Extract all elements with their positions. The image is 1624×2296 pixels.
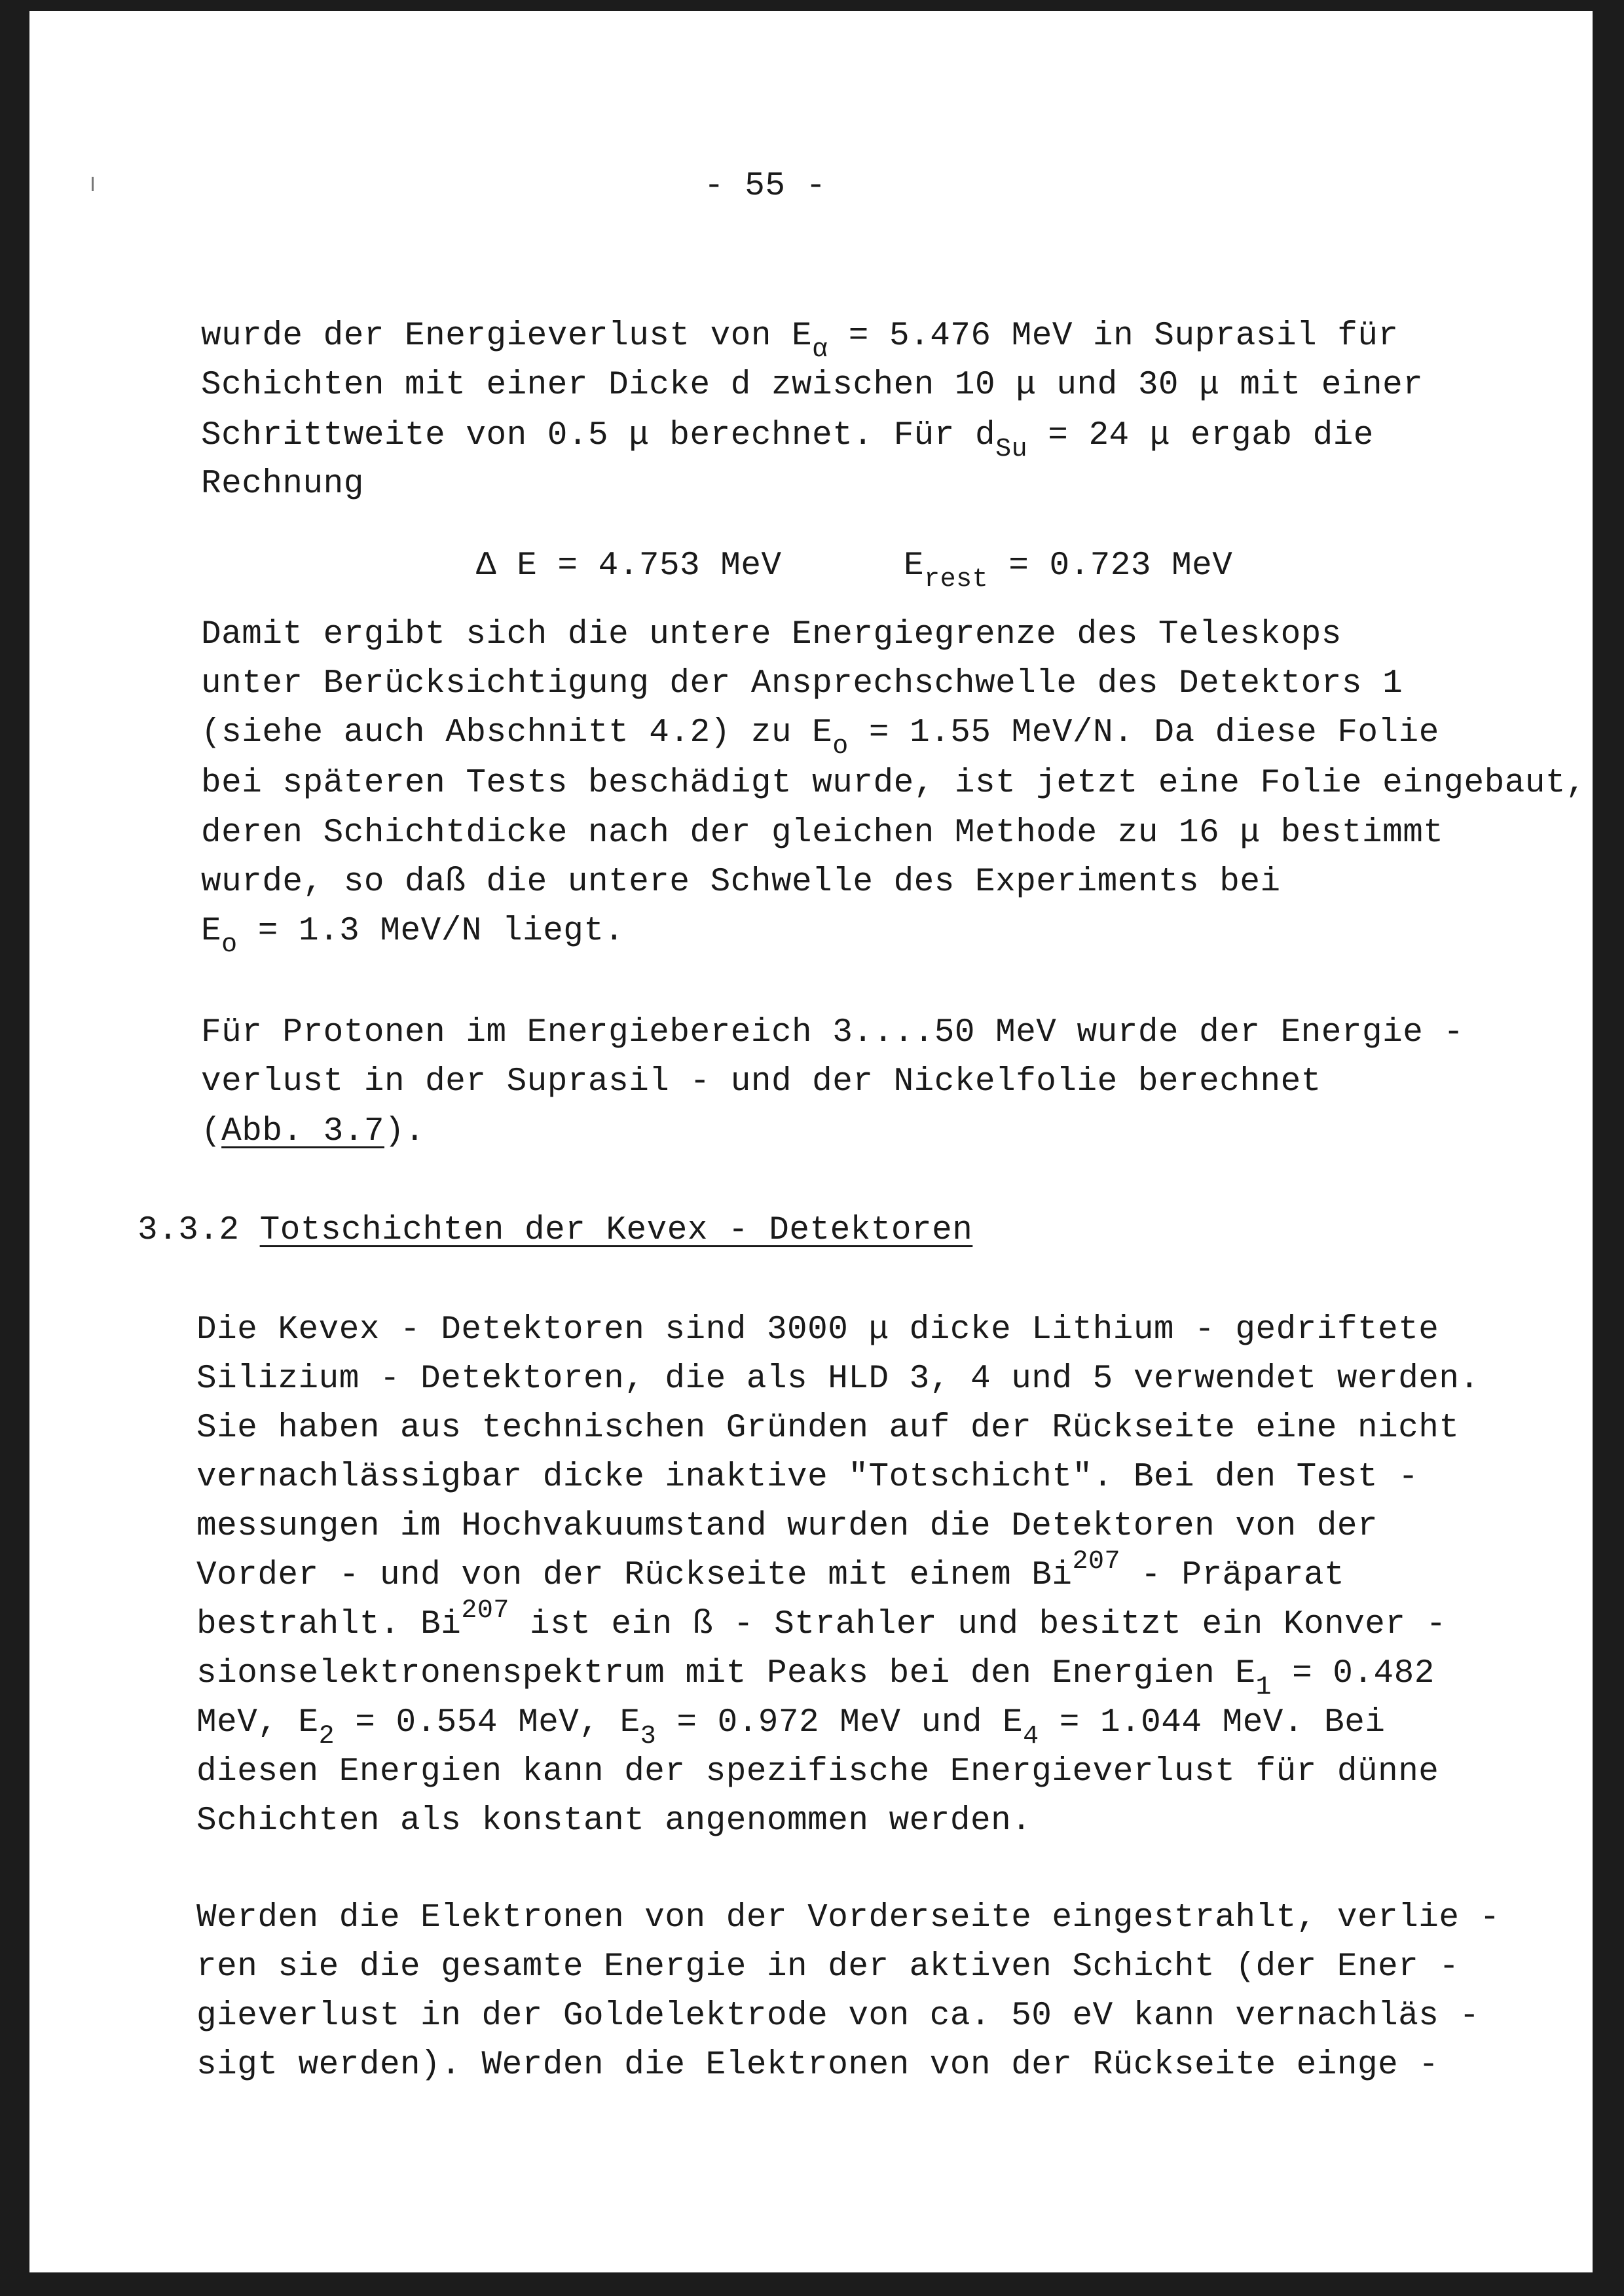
paragraph-5-line-4: sigt werden). Werden die Elektronen von der Rückseite einge - — [196, 2047, 1439, 2084]
paragraph-2-line-3: (siehe auch Abschnitt 4.2) zu $E_o = 1.55$ MeV/N. Da diese Folie — [201, 714, 1439, 761]
section-number: 3.3.2 — [138, 1212, 260, 1249]
figure-reference: Abb. 3.7 — [221, 1113, 384, 1150]
paragraph-3-line-1: Für Protonen im Energiebereich 3....50 MeV wurde der Energie - — [201, 1014, 1464, 1051]
formula-delta-e: Δ E = 4.753 MeV — [476, 547, 782, 585]
paragraph-4-line-9: MeV, $E_2 = 0.554$ MeV, $E_3 = 0.972$ MeV und $E_4 = 1.044$ MeV. Bei — [196, 1704, 1386, 1751]
paragraph-4-line-4: vernachlässigbar dicke inaktive "Totschicht". Bei den Test - — [196, 1459, 1419, 1496]
formula-e-rest: $E_{rest} = 0.723$ MeV — [904, 547, 1233, 594]
paragraph-1-line-3: Schrittweite von 0.5 μ berechnet. Für $d_{Su} = 24$ μ ergab die — [201, 417, 1374, 464]
paragraph-2-line-7: $E_o = 1.3$ MeV/N liegt. — [201, 913, 625, 960]
paragraph-4-line-2: Silizium - Detektoren, die als HLD 3, 4 und 5 verwendet werden. — [196, 1360, 1480, 1398]
paragraph-2-line-1: Damit ergibt sich die untere Energiegrenze des Teleskops — [201, 616, 1342, 653]
section-heading — [138, 1211, 972, 1250]
paragraph-4-line-1: Die Kevex - Detektoren sind 3000 μ dicke Lithium - gedriftete — [196, 1311, 1439, 1349]
paragraph-3-line-2: verlust in der Suprasil - und der Nickelfolie berechnet — [201, 1063, 1321, 1101]
paragraph-1-line-1: wurde der Energieverlust von $E_\alpha = 5.476$ MeV in Suprasil für — [201, 318, 1399, 365]
paragraph-4-line-5: messungen im Hochvakuumstand wurden die Detektoren von der — [196, 1508, 1378, 1545]
paragraph-4-line-8: sionselektronenspektrum mit Peaks bei den Energien $E_1 = 0.482$ — [196, 1655, 1435, 1702]
paragraph-2-line-5: deren Schichtdicke nach der gleichen Methode zu 16 μ bestimmt — [201, 814, 1444, 852]
paragraph-2-line-6: wurde, so daß die untere Schwelle des Experiments bei — [201, 864, 1281, 901]
paragraph-1-line-2: Schichten mit einer Dicke d zwischen 10 μ und 30 μ mit einer — [201, 367, 1424, 404]
paragraph-1-line-4: Rechnung — [201, 465, 364, 503]
section-title: Totschichten der Kevex - Detektoren — [259, 1212, 973, 1249]
paragraph-4-line-10: diesen Energien kann der spezifische Energieverlust für dünne — [196, 1753, 1439, 1791]
paragraph-2-line-2: unter Berücksichtigung der Ansprechschwelle des Detektors 1 — [201, 665, 1403, 702]
page-number: - 55 - — [704, 168, 826, 205]
paragraph-5-line-2: ren sie die gesamte Energie in der aktiven Schicht (der Ener - — [196, 1948, 1460, 1986]
paragraph-4-line-6: Vorder - und von der Rückseite mit einem Bi$^{207}$ - Präparat — [196, 1547, 1345, 1594]
paragraph-4-line-11: Schichten als konstant angenommen werden. — [196, 1802, 1032, 1840]
paragraph-4-line-3: Sie haben aus technischen Gründen auf der Rückseite eine nicht — [196, 1410, 1460, 1447]
paragraph-4-line-7: bestrahlt. Bi$^{207}$ ist ein ß - Strahler und besitzt ein Konver - — [196, 1596, 1447, 1643]
paragraph-5-line-1: Werden die Elektronen von der Vorderseite eingestrahlt, verlie - — [196, 1899, 1500, 1937]
paragraph-3-line-3: (Abb. 3.7). — [201, 1113, 426, 1150]
paragraph-5-line-3: gieverlust in der Goldelektrode von ca. 50 eV kann vernachläs - — [196, 1997, 1480, 2035]
paragraph-2-line-4: bei späteren Tests beschädigt wurde, ist jetzt eine Folie eingebaut, — [201, 765, 1587, 802]
